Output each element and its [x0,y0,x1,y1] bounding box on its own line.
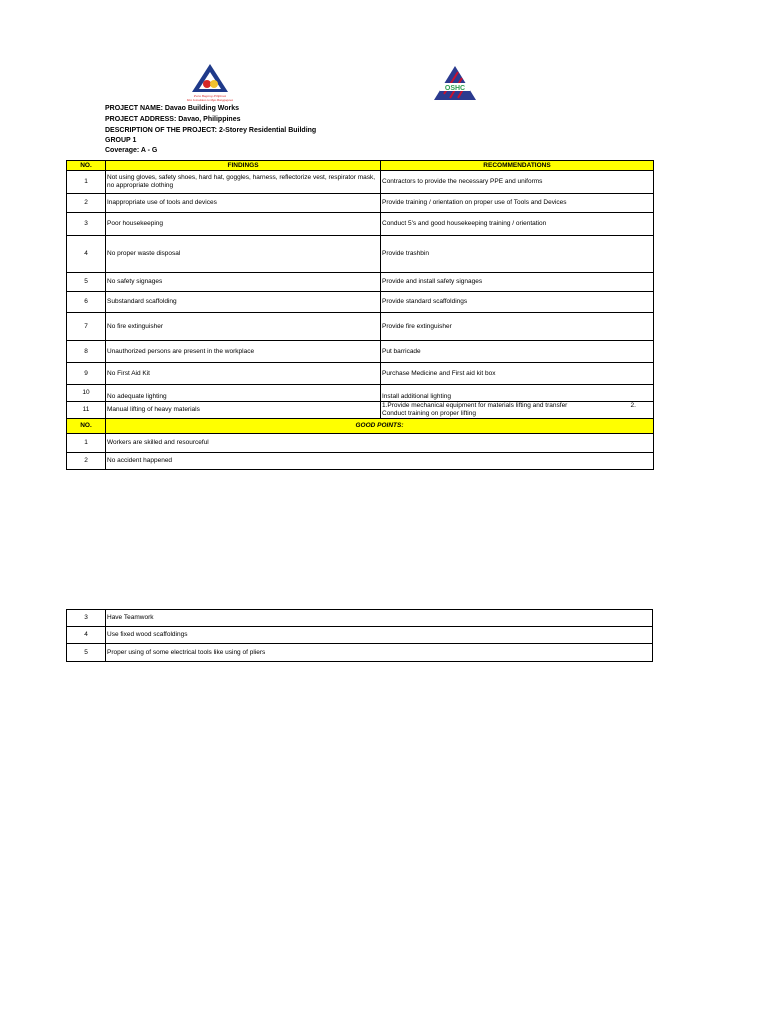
good-point-cell: Have Teamwork [106,610,653,627]
oshc-logo [432,64,478,102]
finding-cell: No safety signages [106,273,381,292]
row-number: 10 [67,385,106,402]
good-points-header-row [67,419,654,434]
finding-cell: Manual lifting of heavy materials [106,402,381,419]
recommendation-cell: Provide trashbin [381,236,654,273]
recommendation-cell: Contractors to provide the necessary PPE and uniforms [381,171,654,194]
finding-cell: Unauthorized persons are present in the workplace [106,341,381,363]
recommendation-cell: Install additional lighting [381,385,654,402]
project-address: PROJECT ADDRESS: Davao, Philippines [105,116,241,123]
table-row [67,194,654,213]
good-point-row [67,434,654,453]
good-point-cell: No accident happened [106,453,654,470]
project-description: DESCRIPTION OF THE PROJECT: 2-Storey Residential Building [105,127,317,134]
good-point-cell: Workers are skilled and resourceful [106,434,654,453]
finding-cell: Not using gloves, safety shoes, hard hat, goggles, harness, reflectorize vest, respirator mask, no appropriate clothing [106,171,381,194]
finding-cell: Substandard scaffolding [106,292,381,313]
recommendation-cell: Provide standard scaffoldings [381,292,654,313]
dole-tagline-1: Para Bagong Pilipinas [193,94,227,98]
table-row [67,273,654,292]
table-row [67,213,654,236]
recommendation-cell: Put barricade [381,341,654,363]
good-points-no-header: NO. [67,419,106,434]
table-row [67,292,654,313]
col-no-header: NO. [67,161,106,171]
good-point-cell: Use fixed wood scaffoldings [106,627,653,644]
good-point-row [67,610,653,627]
row-number: 7 [67,313,106,341]
coverage-label: Coverage: A - G [105,147,158,154]
good-point-row [67,627,653,644]
row-number: 6 [67,292,106,313]
table-row [67,171,654,194]
group-label: GROUP 1 [105,137,137,144]
table-row [67,363,654,385]
table-row [67,236,654,273]
recommendation-cell: 1.Provide mechanical equipment for materials lifting and transfer 2. Conduct training on proper lifting [381,402,654,419]
table-row [67,385,654,402]
finding-cell: No fire extinguisher [106,313,381,341]
row-number: 4 [67,627,106,644]
row-number: 3 [67,610,106,627]
good-points-continued-table [66,609,653,662]
finding-cell: Poor housekeeping [106,213,381,236]
oshc-label: OSHC [444,85,466,92]
row-number: 4 [67,236,106,273]
recommendation-cell: Provide training / orientation on proper use of Tools and Devices [381,194,654,213]
good-point-row [67,453,654,470]
good-point-row [67,644,653,662]
row-number: 3 [67,213,106,236]
finding-cell: No adequate lighting [106,385,381,402]
table-header-row [67,161,654,171]
findings-table [66,160,654,470]
good-point-cell: Proper using of some electrical tools like using of pliers [106,644,653,662]
col-recommendations-header: RECOMMENDATIONS [381,161,654,171]
row-number: 1 [67,171,106,194]
row-number: 5 [67,273,106,292]
good-points-label: GOOD POINTS: [106,419,654,434]
table-row [67,402,654,419]
project-name: PROJECT NAME: Davao Building Works [105,105,240,112]
dole-logo [186,62,234,102]
recommendation-cell: Provide and install safety signages [381,273,654,292]
row-number: 8 [67,341,106,363]
row-number: 2 [67,453,106,470]
recommendation-cell: Provide fire extinguisher [381,313,654,341]
recommendation-cell: Conduct 5's and good housekeeping training / orientation [381,213,654,236]
finding-cell: Inappropriate use of tools and devices [106,194,381,213]
row-number: 9 [67,363,106,385]
col-findings-header: FINDINGS [106,161,381,171]
project-header [105,103,316,156]
table-row [67,341,654,363]
row-number: 2 [67,194,106,213]
dole-tagline-2: Mas Lumalakas na Mga Manggagawa [186,98,234,102]
table-row [67,313,654,341]
finding-cell: No proper waste disposal [106,236,381,273]
finding-cell: No First Aid Kit [106,363,381,385]
recommendation-cell: Purchase Medicine and First aid kit box [381,363,654,385]
row-number: 1 [67,434,106,453]
row-number: 5 [67,644,106,662]
row-number: 11 [67,402,106,419]
